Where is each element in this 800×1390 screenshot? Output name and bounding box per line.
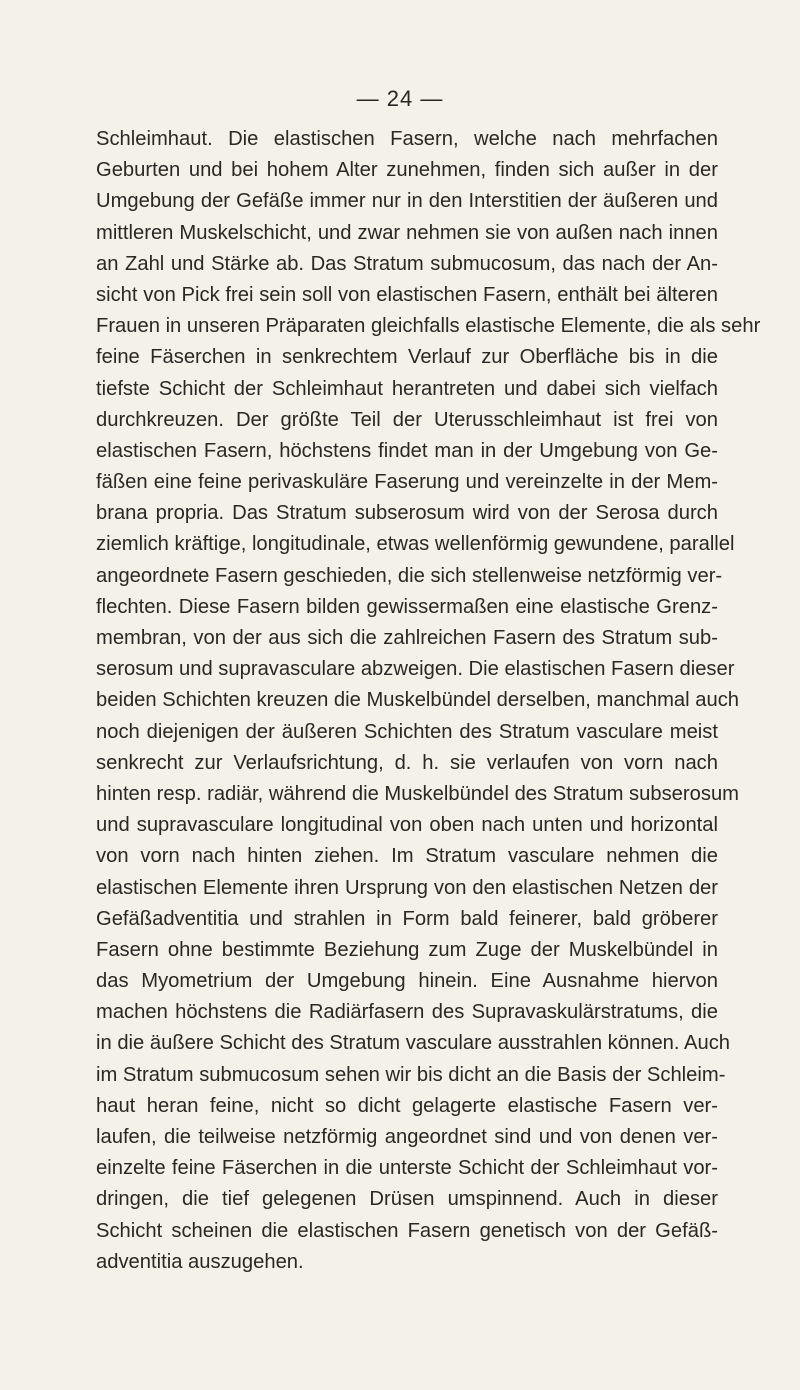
text-line: beiden Schichten kreuzen die Muskelbündel derselben, manchmal auch (96, 689, 740, 712)
page-number: — 24 — (356, 86, 444, 111)
text-line: einzelte feine Fäserchen in die unterste Schicht der Schleimhaut vor- (96, 1157, 718, 1180)
text-line: elastischen Elemente ihren Ursprung von den elastischen Netzen der (96, 876, 718, 899)
text-line: an Zahl und Stärke ab. Das Stratum submucosum, das nach der An- (96, 252, 718, 275)
text-line: laufen, die teilweise netzförmig angeordnet sind und von denen ver- (96, 1126, 718, 1148)
text-line: tiefste Schicht der Schleimhaut herantreten und dabei sich vielfach (96, 377, 718, 400)
text-line: ziemlich kräftige, longitudinale, etwas wellenförmig gewundene, parallel (96, 533, 735, 556)
text-line: membran, von der aus sich die zahlreichen Fasern des Stratum sub- (96, 627, 718, 649)
text-line: im Stratum submucosum sehen wir bis dicht an die Basis der Schleim- (96, 1063, 726, 1086)
text-line: flechten. Diese Fasern bilden gewissermaßen eine elastische Grenz- (96, 595, 718, 618)
text-line: fäßen eine feine perivaskuläre Faserung und vereinzelte in der Mem- (96, 471, 718, 494)
text-line: adventitia auszugehen. (96, 1250, 304, 1273)
text-line: machen höchstens die Radiärfasern des Supravaskulärstratums, die (96, 1001, 718, 1024)
text-line: mittleren Muskelschicht, und zwar nehmen sie von außen nach innen (96, 221, 718, 244)
text-line: Gefäßadventitia und strahlen in Form bald feinerer, bald gröberer (96, 907, 718, 930)
text-line: noch diejenigen der äußeren Schichten des Stratum vasculare meist (96, 720, 718, 743)
text-line: Frauen in unseren Präparaten gleichfalls elastische Elemente, die als sehr (96, 315, 761, 338)
text-line: sicht von Pick frei sein soll von elastischen Fasern, enthält bei älteren (96, 283, 718, 306)
text-line: senkrecht zur Verlaufsrichtung, d. h. sie verlaufen von vorn nach (96, 751, 718, 774)
text-line: durchkreuzen. Der größte Teil der Uterusschleimhaut ist frei von (96, 408, 718, 431)
text-line: in die äußere Schicht des Stratum vasculare ausstrahlen können. Auch (96, 1032, 731, 1055)
text-line: angeordnete Fasern geschieden, die sich stellenweise netzförmig ver- (96, 564, 723, 587)
text-line: dringen, die tief gelegenen Drüsen umspinnend. Auch in dieser (96, 1188, 718, 1211)
text-line: Fasern ohne bestimmte Beziehung zum Zuge der Muskelbündel in (96, 938, 718, 961)
text-line: Geburten und bei hohem Alter zunehmen, finden sich außer in der (96, 159, 718, 182)
body-text (96, 124, 761, 1278)
text-line: Schicht scheinen die elastischen Fasern genetisch von der Gefäß- (96, 1219, 718, 1242)
text-line: elastischen Fasern, höchstens findet man in der Umgebung von Ge- (96, 439, 718, 462)
text-line: hinten resp. radiär, während die Muskelbündel des Stratum subserosum (96, 782, 739, 805)
text-line: Umgebung der Gefäße immer nur in den Interstitien der äußeren und (96, 190, 718, 213)
text-line: und supravasculare longitudinal von oben nach unten und horizontal (96, 814, 718, 837)
text-line: haut heran feine, nicht so dicht gelagerte elastische Fasern ver- (96, 1094, 718, 1117)
text-line: serosum und supravasculare abzweigen. Die elastischen Fasern dieser (96, 658, 735, 681)
text-line: das Myometrium der Umgebung hinein. Eine Ausnahme hiervon (96, 970, 718, 993)
text-line: Schleimhaut. Die elastischen Fasern, welche nach mehrfachen (96, 128, 718, 150)
text-line: feine Fäserchen in senkrechtem Verlauf zur Oberfläche bis in die (96, 346, 718, 369)
text-line: von vorn nach hinten ziehen. Im Stratum vasculare nehmen die (96, 845, 718, 868)
text-line: brana propria. Das Stratum subserosum wird von der Serosa durch (96, 502, 718, 525)
